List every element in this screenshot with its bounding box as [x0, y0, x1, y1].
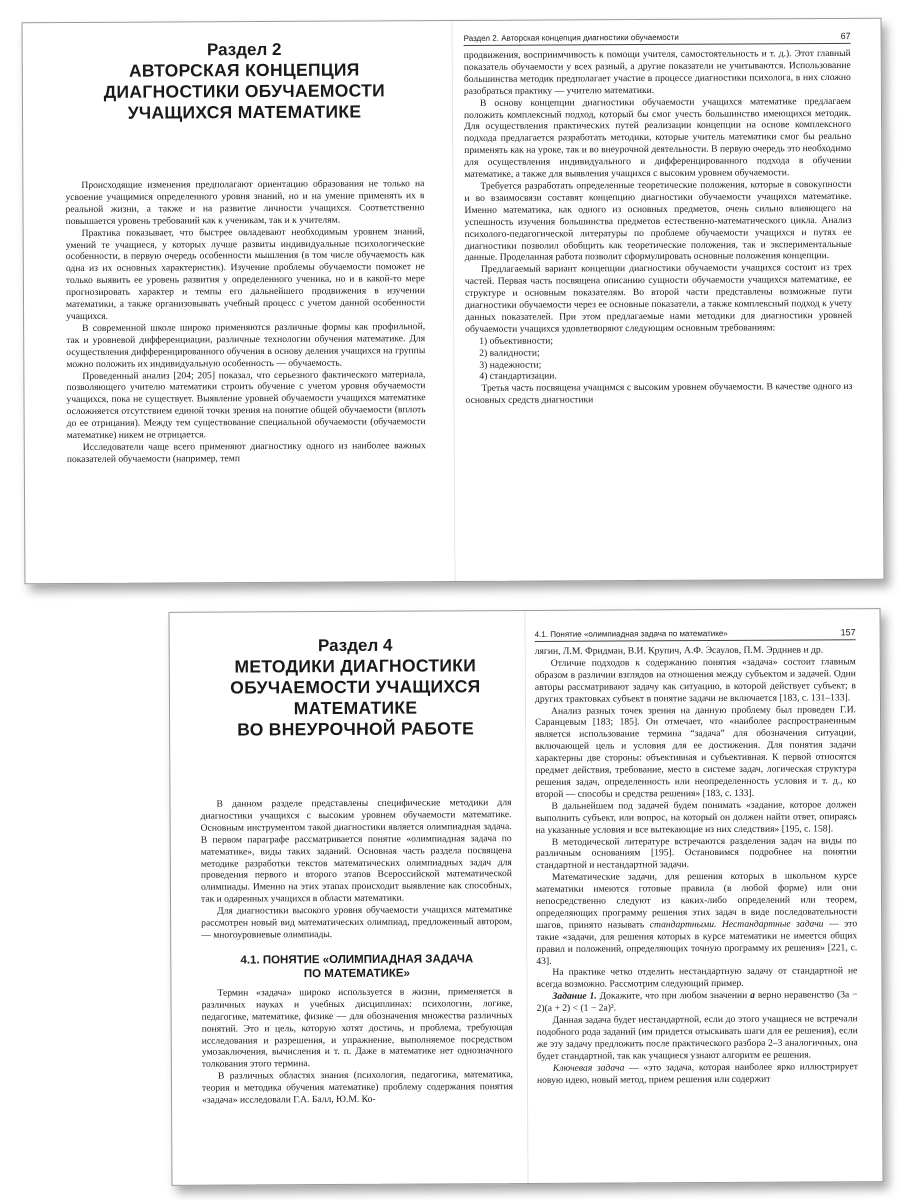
body-text — [201, 986, 513, 1107]
paragraph: Практика показывает, что быстрее овладевают необходимым уровнем знаний, умений те учащиеся, у которых лучше развиты индивидуальные психологические особенности, в первую очередь особенности мышления (в том числе обучаемость как одна из их основных характеристик). Изучение проблемы обучаемости поможет не только выявить ее уровень развития у определенного ученика, но и в какой-то мере прогнозировать характер и темпы его дальнейшего продвижения в изучении математики, а также организовывать учебный процесс с учетом данной особенности учащихся. — [65, 225, 426, 322]
subsection-heading — [201, 952, 512, 982]
title-line: АВТОРСКАЯ КОНЦЕПЦИЯ — [128, 59, 360, 81]
paragraph: Для диагностики высокого уровня обучаемости учащихся математике рассмотрен новый вид математических олимпиад, предложенный автором, — многоуровневые олимпиады. — [201, 904, 513, 941]
page-number: 157 — [840, 627, 856, 638]
paragraph: В современной школе широко применяются различные формы как профильной, так и уровневой дифференциации, различные технологии обучения математике. Для осуществления дифференцированного обучения в основу деления учащихся на группы можно положить их индивидуальную особенность — обучаемость. — [66, 321, 426, 370]
paragraph: В различных областях знания (психология, педагогика, математика, теория и методика обучения математике) проблему содержания понятия «задача» исследовали Г.А. Балл, Ю.М. Ко- — [201, 1069, 514, 1106]
variable: a — [750, 990, 755, 1002]
paragraph: В методической литературе встречаются разделения задач на виды по различным основаниям [195]. Остановимся подробнее на понятии стандартной и нестандартной задачи. — [535, 834, 857, 872]
running-head — [464, 31, 851, 46]
title-line: УЧАЩИХСЯ МАТЕМАТИКЕ — [127, 101, 362, 123]
paragraph: лягин, Л.М. Фридман, В.И. Крупич, А.Ф. Эсаулов, П.М. Эрдниев и др. — [534, 644, 824, 657]
list-item: 1) объективности; — [479, 335, 554, 347]
page-number: 67 — [840, 30, 851, 41]
running-head — [535, 627, 856, 642]
list-item: 3) надежности; — [479, 359, 542, 371]
subhead-line: ПО МАТЕМАТИКЕ» — [303, 967, 410, 981]
text-run: Математические задачи, для решения которых в школьном курсе математики имеются готовые правила (в любой форме) или они непосредственно следуют из каких-либо определений или теорем, определяющих программу решения этих задач в виде последовательности шагов, принято называть — [535, 870, 858, 931]
paragraph — [536, 870, 857, 967]
paragraph: В основу концепции диагностики обучаемости учащихся математике предлагаем положить комплексный подход, который бы смог учесть большинство имеющихся методик. Для осуществления практических путей реализации концепции на основе комплексного подхода предлагается разработать методики, которые учитель математики смог бы реально применять как на уроке, так и во внеурочной деятельности. В первую очередь это необходимо для осуществления индивидуального и дифференцированного подхода в обучении математике, а также для выявления учащихся с высоким уровнем обучаемости. — [463, 95, 852, 181]
paragraph: Термин «задача» широко используется в жизни, применяется в различных науках и учебных дисциплинах: психологии, логике, педагогике, математике, физике — для обозначения множества различных понятий. Это и цель, которую хотят достичь, и проблема, требующая исследования и разрешения, и упражнение, выполняемое посредством умозаключения, вычисления и т. п. Даже в математике нет однозначного толкования этого термина. — [201, 985, 513, 1071]
paragraph: Данная задача будет нестандартной, если до этого учащиеся не встречали подобного рода заданий (им придется отыскивать шаги для ее решения), если же эту задачу предложить после практического разбора 2–3 аналогичных, она будет стандартной, так как учащиеся узнают алгоритм ее решения. — [536, 1013, 858, 1062]
text-run: верно неравенство (3a − 2)(a + 2) < (1 − 2a)². — [536, 989, 858, 1015]
paragraph: Анализ разных точек зрения на данную проблему был проведен Г.И. Саранцевым [183; 185]. Он отмечает, что «наиболее распространенным является использование термина “задача” для обозначения ситуации, включающей цель и условия для ее достижения. Для понятия задачи характерны две стороны: объективная и субъективная. К первой относятся предмет действия, требование, место в системе задач, логическая структура решения задач, определенность или неопределенность условия и т. д., ко второй — способы и средства решения» [183, с. 133]. — [535, 703, 857, 800]
emphasis: Ключевая задача — [552, 1062, 625, 1074]
page-66 — [23, 21, 455, 583]
paragraph — [537, 1061, 858, 1086]
title-line: МЕТОДИКИ ДИАГНОСТИКИ — [234, 655, 477, 677]
title-line: ДИАГНОСТИКИ ОБУЧАЕМОСТИ — [103, 80, 386, 102]
book-spread-bottom — [169, 608, 884, 1186]
paragraph: В дальнейшем под задачей будем понимать «задание, которое должен выполнить субъект, или вопрос, на который он должен найти ответ, опираясь на указанные условия и все вытекающие из них следствия» [195, с. 158]. — [535, 799, 857, 836]
text-run: — «это задача, которая наиболее ярко иллюстрирует новую идею, новый метод, прием решения или содержит — [536, 1060, 858, 1086]
paragraph: Требуется разработать определенные теоретические положения, которые в совокупности и во взаимосвязи составят концепцию диагностики обучаемости учащихся математике. Именно математика, как одного из основных предметов, очень сильно влияющего на успешность изучения большинства предметов естественно-математического цикла. Анализ психолого-педагогической литературы по проблеме обучаемости учащихся и путях ее диагностики позволил обобщить как теоретические положения, так и экспериментальные данные. Проделанная работа позволит сформулировать основные положения концепции. — [464, 178, 852, 264]
paragraph: Проведенный анализ [204; 205] показал, что серьезного фактического материала, позволяющего учителю математики строить обучение с учетом уровня обучаемости учащихся, пока не существует. Выявление уровней обучаемости учащихся математике осложняется отсутствием единой точки зрения на понятие общей обучаемости (вплоть до ее отрицания). Между тем существование специальной обучаемости (обучаемости математике) никем не отрицается. — [66, 368, 426, 442]
book-spread-top — [22, 18, 885, 584]
emphasis: стандартными. Нестандартные задачи — [649, 918, 824, 931]
body-text — [535, 644, 858, 1086]
page-156 — [170, 611, 528, 1185]
section-title — [200, 655, 511, 741]
list-item: 4) стандартизации. — [479, 370, 557, 383]
title-line: ОБУЧАЕМОСТИ УЧАЩИХСЯ — [230, 676, 481, 698]
body-text — [464, 48, 853, 407]
text-run: — это такие «задачи, для решения которых в курсе математики не имеется общих правил и положений, определяющих точную программу их решения» [221, с. 43]. — [536, 918, 858, 967]
page-157 — [525, 609, 883, 1183]
text-run: Докажите, что при любом значении — [596, 990, 751, 1002]
paragraph: Отличие подходов к содержанию понятия «задача» состоит главным образом в различии взглядов на отношения между субъектом и задачей. Одни авторы рассматривают задачу как ситуацию, в которой действует субъект; в других трактовках субъект в понятие задачи не включается [183, с. 131–133]. — [534, 656, 856, 705]
body-text — [65, 178, 425, 466]
paragraph: Предлагаемый вариант концепции диагностики обучаемости учащихся состоит из трех частей. Первая часть посвящена описанию сущности обучаемости учащихся математике, ее структуре и основным показателям. Во второй части представлены возможные пути диагностики обучаемости через ее основные показатели, а также комплексный подход к учету данных показателей. При этом предлагаемые нами методики для диагностики уровней обучаемости учащихся удовлетворяют следующим основным требованиям: — [464, 262, 853, 335]
task-label: Задание 1. — [552, 990, 597, 1003]
body-text — [200, 797, 512, 942]
paragraph: Исследователи чаще всего применяют диагностику одного из наиболее важных показателей обучаемости (например, темп — [66, 440, 426, 465]
paragraph — [536, 990, 857, 1015]
paragraph: Происходящие изменения предполагают ориентацию образования не только на усвоение учащимися определенного уровня знаний, но и на умение применять их в реальной жизни, а также и на развитие личности учащихся. Соответственно повышается уровень требований как к ученикам, так и к учителям. — [65, 178, 425, 227]
paragraph: На практике четко отделить нестандартную задачу от стандартной не всегда возможно. Рассмотрим следующий пример. — [536, 965, 858, 991]
paragraph: В данном разделе представлены специфические методики для диагностики учащихся с высоким уровнем обучаемости математике. Основным инструментом такой диагностики является олимпиадная задача. В первом параграфе рассматривается понятие «олимпиадная задача по математике», виды таких заданий. Основная часть раздела посвящена методике разработки текстов математических олимпиадных задач для проведения первого и второго этапов Всероссийской математической олимпиады. Именно на этих этапах происходит выявление как способных, так и одаренных учащихся в области математики. — [200, 797, 512, 905]
title-line: ВО ВНЕУРОЧНОЙ РАБОТЕ — [237, 718, 475, 740]
list-item: 2) валидности; — [479, 347, 540, 359]
running-head-title: Раздел 2. Авторская концепция диагностики обучаемости — [463, 32, 679, 43]
title-line: МАТЕМАТИКЕ — [293, 697, 418, 719]
subhead-line: 4.1. ПОНЯТИЕ «ОЛИМПИАДНАЯ ЗАДАЧА — [240, 953, 474, 967]
section-label: Раздел 4 — [317, 635, 393, 656]
page-67 — [452, 19, 884, 581]
section-title — [65, 59, 424, 124]
paragraph: Третья часть посвящена учащимся с высоким уровнем обучаемости. В качестве одного из основных средств диагностики — [465, 381, 853, 407]
running-head-title: 4.1. Понятие «олимпиадная задача по математике» — [534, 628, 728, 639]
paragraph: продвижения, восприимчивость к помощи учителя, самостоятельность и т. д.). Этот главный показатель обучаемости у всех разный, а другие показатели не учитываются. Использование большинства методик предполагает участие в процессе диагностики психолога, в них сложно разобраться практику — учителю математики. — [463, 47, 851, 97]
section-label: Раздел 2 — [206, 39, 282, 60]
